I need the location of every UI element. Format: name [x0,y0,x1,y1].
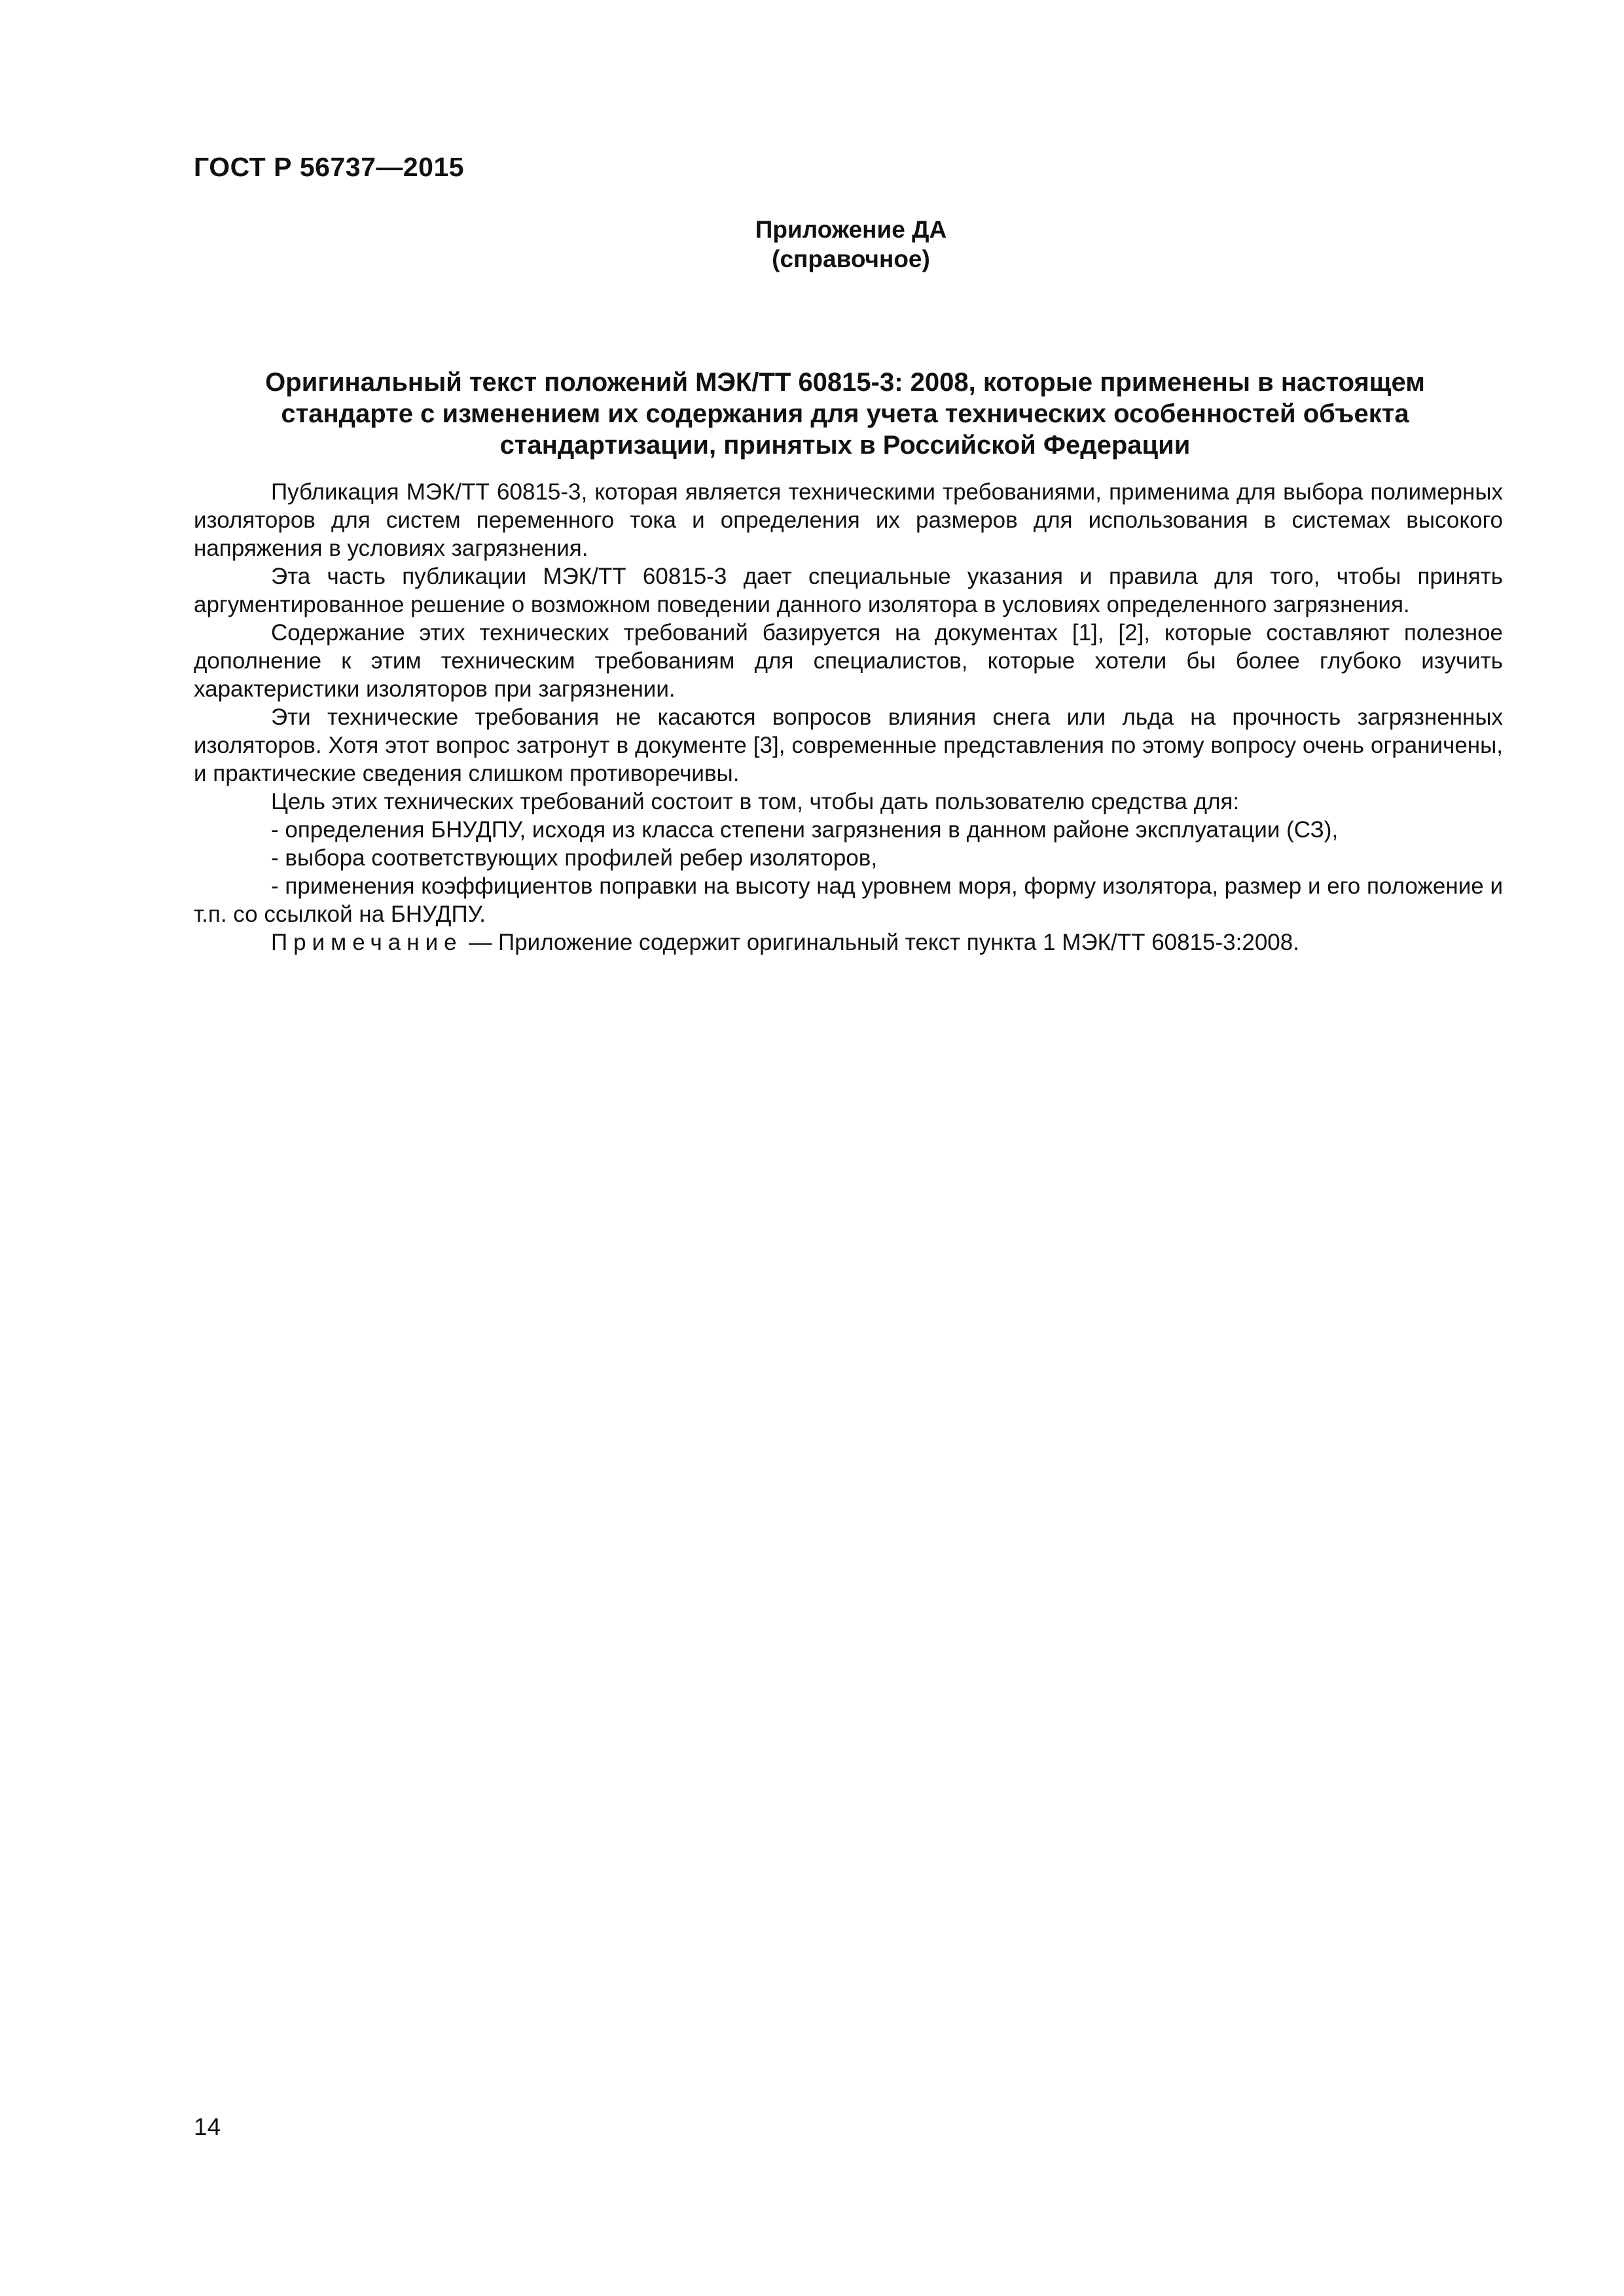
title-line-1: Оригинальный текст положений МЭК/ТТ 60815-3: 2008, которые применены в настоящем [265,368,1425,397]
title-line-3: стандартизации, принятых в Российской Федерации [499,431,1191,460]
note [194,928,1503,957]
paragraph-1: Публикация МЭК/ТТ 60815-3, которая является техническими требованиями, применима для выбора полимерных изоляторов для систем переменного тока и определения их размеров для использования в системах высокого напряжения в условиях загрязнения. [194,479,1503,561]
standard-code-header: ГОСТ Р 56737—2015 [194,152,465,182]
list-item: - выбора соответствующих профилей ребер изоляторов, [271,845,878,871]
appendix-label: Приложение ДА [755,216,947,243]
paragraph-4: Эти технические требования не касаются вопросов влияния снега или льда на прочность загрязненных изоляторов. Хотя этот вопрос затронут в документе [3], современные представления по этому вопросу очень ограничены, и практические сведения слишком противоречивы. [194,704,1503,786]
note-label: Примечание [271,930,463,955]
paragraph-2: Эта часть публикации МЭК/ТТ 60815-3 дает специальные указания и правила для того, чтобы принять аргументированное решение о возможном поведении данного изолятора в условиях определенного загрязнения. [194,564,1503,617]
paragraph-3: Содержание этих технических требований базируется на документах [1], [2], которые составляют полезное дополнение к этим техническим требованиям для специалистов, которые хотели бы более глубоко изучить характеристики изоляторов при загрязнении. [194,620,1503,702]
paragraph-5: Цель этих технических требований состоит в том, чтобы дать пользователю средства для: [271,789,1240,814]
list-item: - применения коэффициентов поправки на высоту над уровнем моря, форму изолятора, размер и его положение и т.п. со ссылкой на БНУДПУ. [194,873,1503,927]
appendix-title [194,367,1496,461]
appendix-kind: (справочное) [772,246,930,272]
body-text [194,478,1503,957]
page-number: 14 [194,2113,221,2140]
list-item: - определения БНУДПУ, исходя из класса степени загрязнения в данном районе эксплуатации (СЗ), [271,817,1339,843]
appendix-heading [589,215,1113,274]
title-line-2: стандарте с изменением их содержания для учета технических особенностей объекта [281,399,1409,428]
note-text: — Приложение содержит оригинальный текст пункта 1 МЭК/ТТ 60815-3:2008. [462,930,1299,955]
